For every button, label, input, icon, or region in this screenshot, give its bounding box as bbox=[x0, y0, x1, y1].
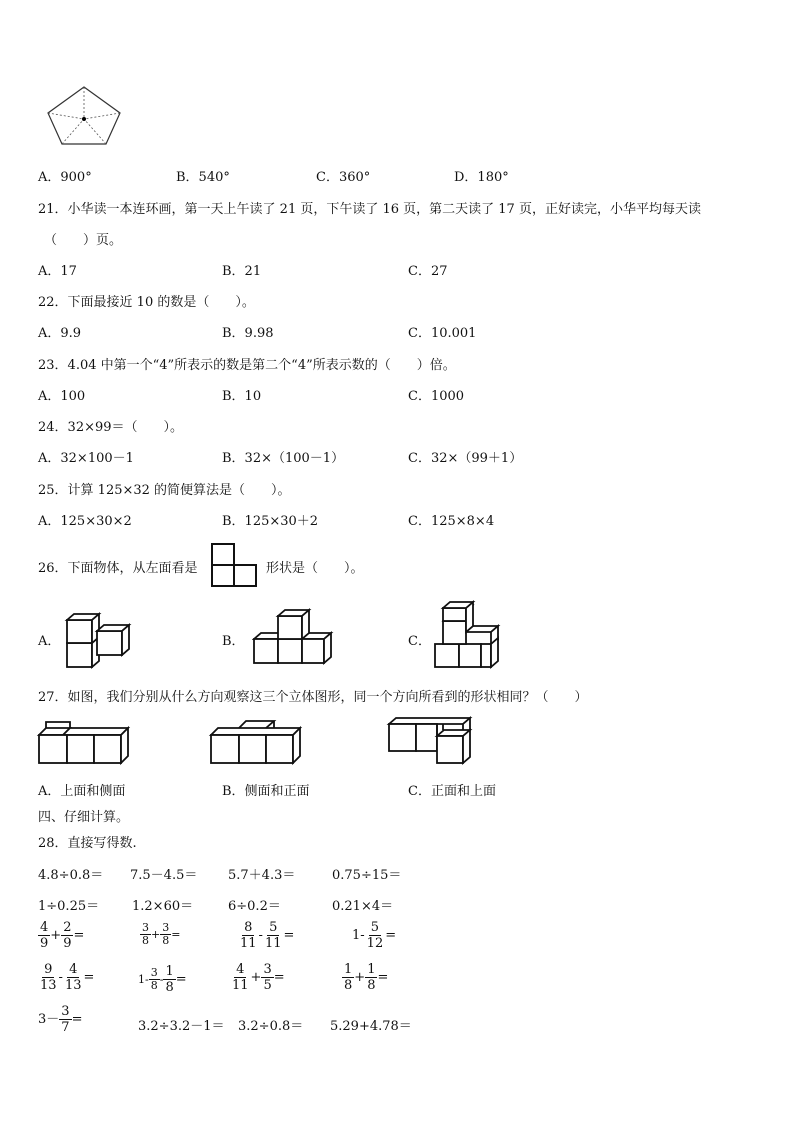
q25-option-b[interactable]: B．125×30＋2 bbox=[222, 514, 319, 529]
q24-option-c[interactable]: C．32×（99＋1） bbox=[408, 451, 523, 466]
q20-option-a[interactable]: A．900° bbox=[38, 170, 92, 185]
q22-option-c[interactable]: C．10.001 bbox=[408, 326, 477, 341]
q22-option-b[interactable]: B．9.98 bbox=[222, 326, 274, 341]
calc-fraction-item: $\frac{9}{13}$ - $\frac{4}{13}$ = bbox=[40, 962, 95, 993]
calc-fraction-item: 1- $\frac{5}{12}$ = bbox=[352, 920, 397, 951]
left-view-shape-icon bbox=[210, 542, 258, 588]
q21-option-c[interactable]: C．27 bbox=[408, 264, 448, 279]
q24-stem: 24．32×99＝（ ）。 bbox=[38, 420, 184, 435]
section-heading: 四、仔细计算。 bbox=[38, 810, 130, 825]
calc-item: 0.75÷15＝ bbox=[332, 868, 402, 883]
calc-item: 1.2×60＝ bbox=[132, 899, 194, 914]
q22-stem: 22．下面最接近 10 的数是（ ）。 bbox=[38, 295, 255, 310]
q23-option-c[interactable]: C．1000 bbox=[408, 389, 465, 404]
q26-option-c[interactable]: C． bbox=[408, 634, 431, 649]
calc-fraction-item: $\frac{8}{11}$ - $\frac{5}{11}$ = bbox=[240, 920, 295, 951]
q28-stem: 28．直接写得数. bbox=[38, 836, 137, 851]
q25-option-c[interactable]: C．125×8×4 bbox=[408, 514, 495, 529]
q26-option-a[interactable]: A． bbox=[38, 634, 61, 649]
q21-stem: 21．小华读一本连环画，第一天上午读了 21 页，下午读了 16 页，第二天读了 17 页，正好读完，小华平均每天读 bbox=[38, 202, 701, 217]
q27-option-b[interactable]: B．侧面和正面 bbox=[222, 784, 310, 799]
q26-stem: 26．下面物体，从左面看是 bbox=[38, 561, 198, 576]
q27-figure-1-icon bbox=[36, 718, 132, 766]
calc-item: 5.7＋4.3＝ bbox=[228, 868, 296, 883]
calc-fraction-item: $\frac{4}{11}$ + $\frac{3}{5}$ = bbox=[232, 962, 285, 993]
q27-stem: 27．如图，我们分别从什么方向观察这三个立体图形，同一个方向所看到的形状相同？（ ） bbox=[38, 690, 588, 705]
q22-option-a[interactable]: A．9.9 bbox=[38, 326, 82, 341]
calc-item: 0.21×4＝ bbox=[332, 899, 394, 914]
q26-option-b-cubes-icon bbox=[252, 606, 334, 666]
q25-option-a[interactable]: A．125×30×2 bbox=[38, 514, 132, 529]
calc-item: 4.8÷0.8＝ bbox=[38, 868, 104, 883]
calc-fraction-item: 3－ $\frac{3}{7}$ = bbox=[38, 1004, 83, 1035]
q26-option-a-cubes-icon bbox=[64, 612, 132, 670]
q24-option-a[interactable]: A．32×100－1 bbox=[38, 451, 134, 466]
calc-fraction-item: $\frac{4}{9}$ + $\frac{2}{9}$ = bbox=[40, 920, 85, 951]
calc-fraction-item: $\frac{3}{8}$ + $\frac{3}{8}$ = bbox=[142, 921, 181, 947]
calc-item: 5.29+4.78＝ bbox=[330, 1019, 412, 1034]
calc-fraction-item: $\frac{1}{8}$ + $\frac{1}{8}$ = bbox=[344, 962, 389, 993]
calc-item: 6÷0.2＝ bbox=[228, 899, 281, 914]
q26-stem-cont: 形状是（ ）。 bbox=[266, 561, 364, 576]
q27-option-c[interactable]: C．正面和上面 bbox=[408, 784, 496, 799]
calc-item: 3.2÷0.8＝ bbox=[238, 1019, 304, 1034]
q20-option-c[interactable]: C．360° bbox=[316, 170, 371, 185]
q21-option-b[interactable]: B．21 bbox=[222, 264, 262, 279]
calc-item: 1÷0.25＝ bbox=[38, 899, 100, 914]
q20-option-b[interactable]: B．540° bbox=[176, 170, 230, 185]
calc-item: 3.2÷3.2－1＝ bbox=[138, 1019, 225, 1034]
pentagon-figure bbox=[44, 84, 124, 146]
q20-option-d[interactable]: D．180° bbox=[454, 170, 509, 185]
calc-fraction-item: 1- $\frac{3}{8}$ - $\frac{1}{8}$ = bbox=[138, 964, 187, 995]
q27-figure-3-icon bbox=[386, 716, 476, 766]
q21-option-a[interactable]: A．17 bbox=[38, 264, 77, 279]
q24-option-b[interactable]: B．32×（100－1） bbox=[222, 451, 345, 466]
q23-stem: 23．4.04 中第一个“4”所表示的数是第二个“4”所表示数的（ ）倍。 bbox=[38, 358, 456, 373]
calc-item: 7.5－4.5＝ bbox=[130, 868, 198, 883]
q23-option-a[interactable]: A．100 bbox=[38, 389, 86, 404]
q27-figure-2-icon bbox=[208, 718, 304, 766]
q23-option-b[interactable]: B．10 bbox=[222, 389, 262, 404]
q25-stem: 25．计算 125×32 的简便算法是（ ）。 bbox=[38, 483, 291, 498]
q21-stem-cont: （ ）页。 bbox=[44, 233, 123, 248]
q27-option-a[interactable]: A．上面和侧面 bbox=[38, 784, 126, 799]
q26-option-b[interactable]: B． bbox=[222, 634, 245, 649]
q26-option-c-cubes-icon bbox=[432, 600, 502, 670]
